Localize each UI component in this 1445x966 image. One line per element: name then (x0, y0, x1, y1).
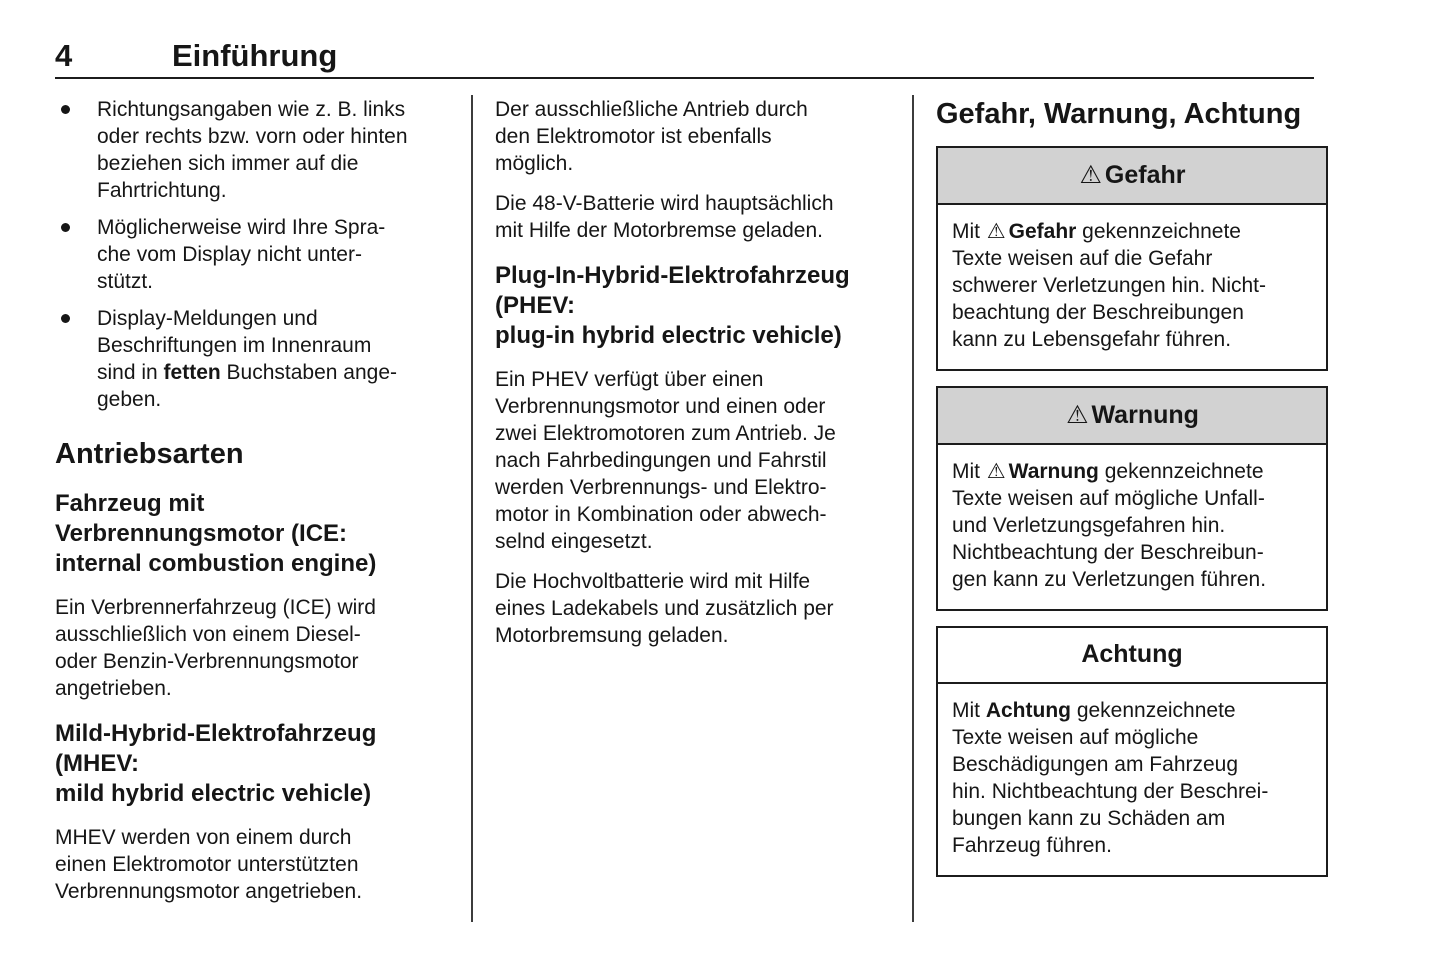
page-number: 4 (55, 38, 73, 73)
chapter-title: Einführung (172, 38, 338, 73)
paragraph-hv-battery: Die Hochvoltbatterie wird mit Hilfe eines Ladekabels und zusätzlich per Motorbremsung geladen. (495, 570, 834, 647)
danger-box-body: Mit ⚠ Gefahr gekennzeichnete Texte weisen auf die Gefahr schwerer Verletzungen hin. Nicht- beachtung der Beschreibungen kann zu Lebensgefahr führen. (952, 220, 1266, 351)
caution-box-header: Achtung (938, 628, 1326, 684)
header-rule (55, 77, 1314, 79)
warning-box (936, 386, 1328, 611)
paragraph-48v-battery: Die 48-V-Batterie wird hauptsächlich mit Hilfe der Motorbremse geladen. (495, 192, 834, 242)
column-left (55, 96, 457, 918)
bullet-list (55, 96, 457, 413)
warning-box-body: Mit ⚠ Warnung gekennzeichnete Texte weisen auf mögliche Unfall- und Verletzungsgefahren hin. Nichtbeachtung der Beschreibun- gen kann zu Verletzungen führen. (952, 460, 1267, 591)
warning-triangle-icon: ⚠ (986, 220, 1006, 243)
subsection-heading-phev: Plug-In-Hybrid-Elektrofahrzeug (PHEV: plug-in hybrid electric vehicle) (495, 262, 850, 349)
section-heading-warnings: Gefahr, Warnung, Achtung (936, 98, 1302, 130)
warning-triangle-icon: ⚠ (986, 460, 1006, 483)
bullet-text-language: Möglicherweise wird Ihre Spra- che vom Display nicht unter- stützt. (97, 216, 386, 293)
section-heading-antriebsarten: Antriebsarten (55, 438, 244, 470)
warning-triangle-icon: ⚠ (1066, 401, 1089, 429)
list-item (55, 96, 457, 204)
bullet-text-display-messages: Display-Meldungen und Beschriftungen im Innenraum sind in fetten Buchstaben ange- geben. (97, 307, 398, 411)
bullet-icon (55, 96, 97, 204)
column-middle (495, 96, 897, 662)
subsection-heading-ice: Fahrzeug mit Verbrennungsmotor (ICE: internal combustion engine) (55, 490, 377, 577)
bullet-icon (55, 305, 97, 413)
danger-box (936, 146, 1328, 371)
paragraph-phev: Ein PHEV verfügt über einen Verbrennungsmotor und einen oder zwei Elektromotoren zum Antrieb. Je nach Fahrbedingungen und Fahrstil werden Verbrennungs- und Elektro- motor in Kombination oder abwech- selnd eingesetzt. (495, 368, 836, 553)
paragraph-electric-drive: Der ausschließliche Antrieb durch den Elektromotor ist ebenfalls möglich. (495, 98, 808, 175)
list-item (55, 305, 457, 413)
subsection-heading-mhev: Mild-Hybrid-Elektrofahrzeug (MHEV: mild hybrid electric vehicle) (55, 720, 377, 807)
caution-box-body: Mit Achtung gekennzeichnete Texte weisen auf mögliche Beschädigungen am Fahrzeug hin. Nichtbeachtung der Beschrei- bungen kann zu Schäden am Fahrzeug führen. (952, 699, 1269, 857)
warning-triangle-icon: ⚠ (1079, 161, 1102, 189)
list-item (55, 214, 457, 295)
danger-box-header: ⚠ Gefahr (938, 148, 1326, 205)
bullet-icon (55, 214, 97, 295)
bullet-text-directions: Richtungsangaben wie z. B. links oder rechts bzw. vorn oder hinten beziehen sich immer auf die Fahrtrichtung. (97, 98, 408, 202)
column-separator-2 (912, 95, 914, 922)
warning-box-header: ⚠ Warnung (938, 388, 1326, 445)
column-right (936, 96, 1328, 892)
paragraph-mhev: MHEV werden von einem durch einen Elektromotor unterstützten Verbrennungsmotor angetrieben. (55, 826, 363, 903)
column-separator-1 (471, 95, 473, 922)
caution-box (936, 626, 1328, 877)
paragraph-ice: Ein Verbrennerfahrzeug (ICE) wird ausschließlich von einem Diesel- oder Benzin-Verbrennungsmotor angetrieben. (55, 596, 376, 700)
